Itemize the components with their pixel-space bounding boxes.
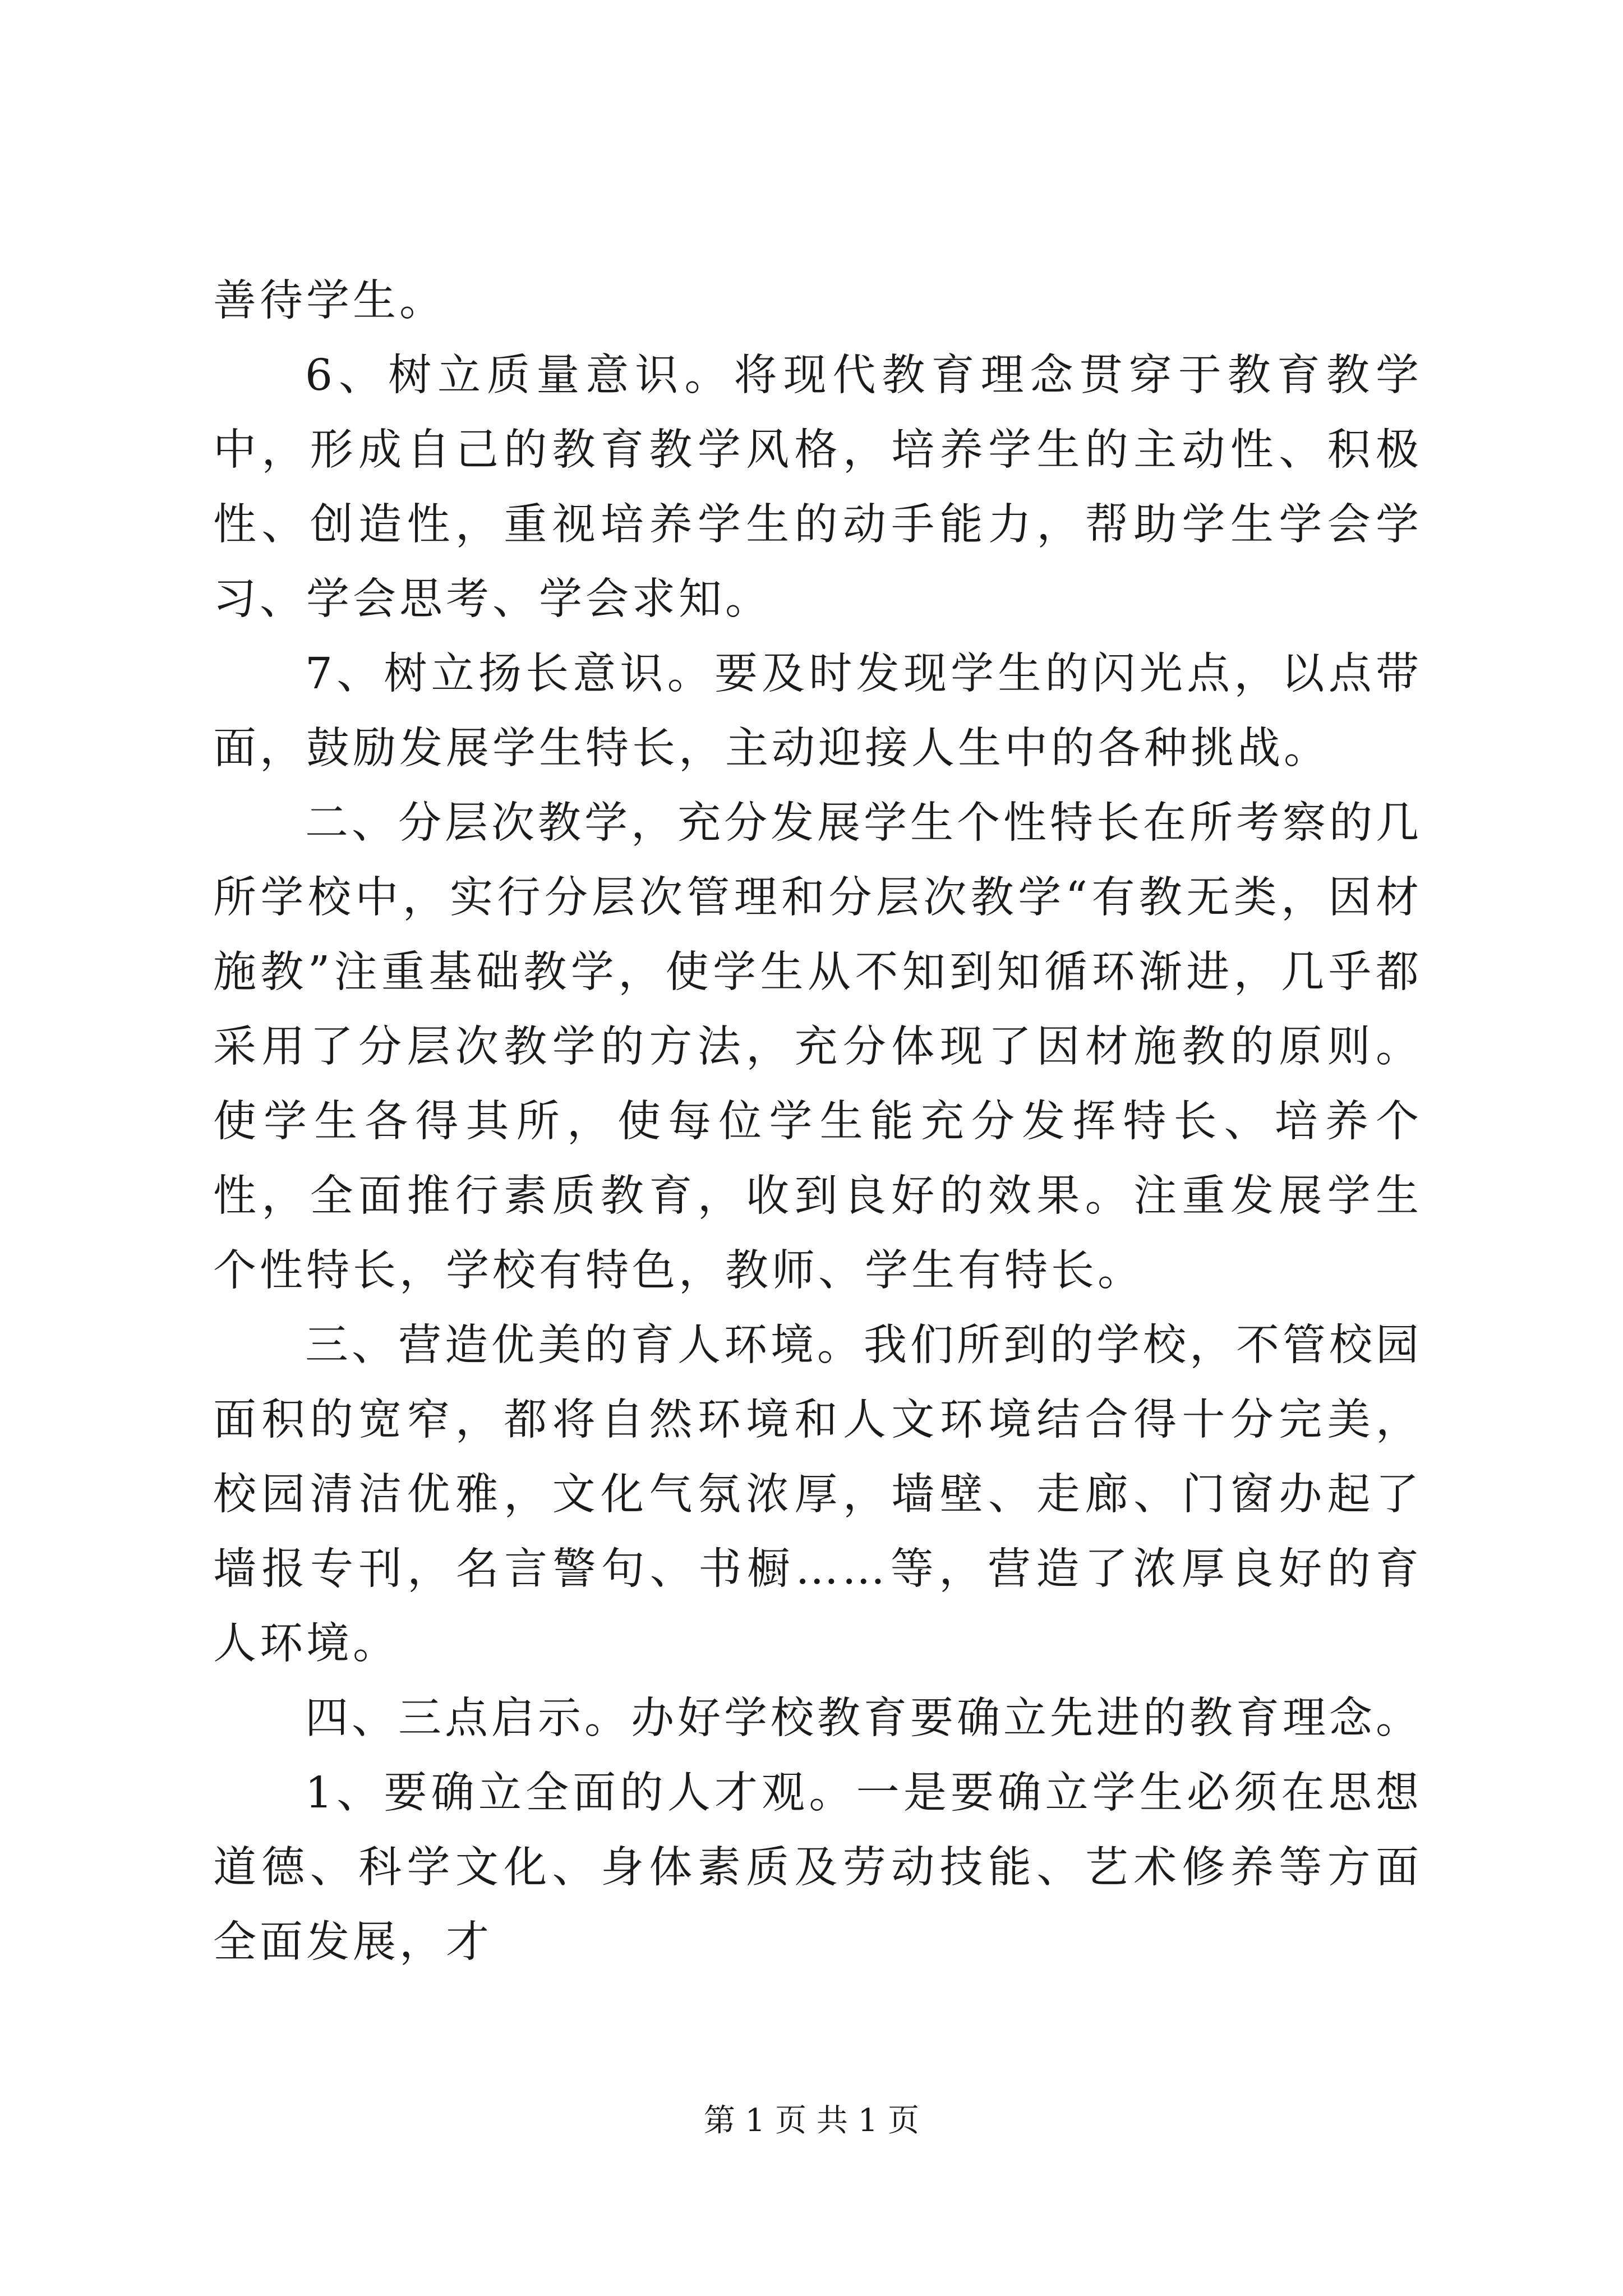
document-body [213,264,1422,1980]
paragraph-item-7: 7、树立扬长意识。要及时发现学生的闪光点，以点带面，鼓励发展学生特长，主动迎接人生中的各种挑战。 [213,649,1422,774]
paragraph-item-6: 6、树立质量意识。将现代教育理念贯穿于教育教学中，形成自己的教育教学风格，培养学生的主动性、积极性、创造性，重视培养学生的动手能力，帮助学生学会学习、学会思考、学会求知。 [213,351,1422,624]
paragraph-continuation: 善待学生。 [213,276,446,326]
paragraph-section-3: 三、营造优美的育人环境。我们所到的学校，不管校园面积的宽窄，都将自然环境和人文环境结合得十分完美，校园清洁优雅，文化气氛浓厚，墙壁、走廊、门窗办起了墙报专刊，名言警句、书橱……等，营造了浓厚良好的育人环境。 [213,1320,1422,1669]
page-footer: 第 1 页 共 1 页 [703,2102,920,2139]
paragraph-item-1: 1、要确立全面的人才观。一是要确立学生必须在思想道德、科学文化、身体素质及劳动技能、艺术修养等方面全面发展，才 [213,1768,1422,1967]
paragraph-section-2: 二、分层次教学，充分发展学生个性特长在所考察的几所学校中，实行分层次管理和分层次教学“有教无类，因材施教”注重基础教学，使学生从不知到知循环渐进，几乎都采用了分层次教学的方法，充分体现了因材施教的原则。使学生各得其所，使每位学生能充分发挥特长、培养个性，全面推行素质教育，收到良好的效果。注重发展学生个性特长，学校有特色，教师、学生有特长。 [213,798,1422,1296]
paragraph-section-4: 四、三点启示。办好学校教育要确立先进的教育理念。 [305,1694,1422,1743]
